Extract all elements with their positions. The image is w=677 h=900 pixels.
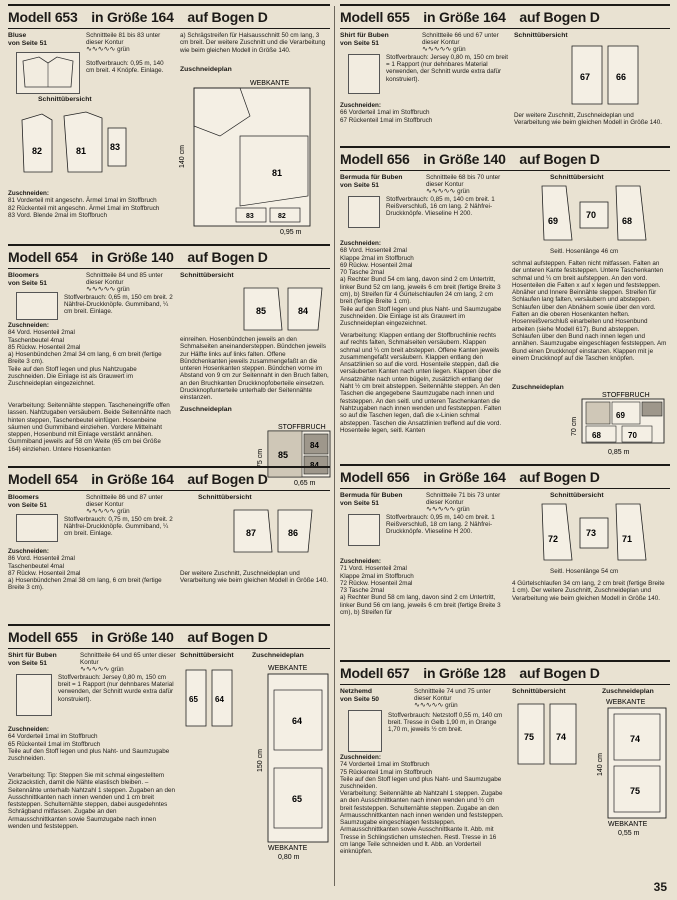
- sheet-ref-text: Schnittteile 86 und 87 unter dieser Kontur: [86, 494, 163, 509]
- contour-color: grün: [111, 666, 124, 674]
- bermuda-sketch-icon: [348, 514, 380, 546]
- section-model-656-140: [340, 146, 670, 458]
- length-label: 0,55 m: [618, 830, 640, 837]
- sheet-ref-text: Schnittteile 66 und 67 unter dieser Kontur: [422, 32, 499, 47]
- section-model-655-164: [340, 4, 670, 144]
- work-instructions: Verarbeitung: Tip: Steppen Sie mit schmal eingestelltem Zickzackstich, damit die Nähte elastisch bleiben. – Seitennähte unterhalb Nahtzahl 1 steppen. Zugaben an den Ausschnittkanten nach innen wenden und 1 cm breit feststeppen. Schulternähte steppen, dabei ausgedehntes Schrägband mitfassen. Zugabe an den Armausschnittkanten sowie Saumzugabe nach innen wenden und feststeppen.: [8, 772, 175, 831]
- svg-text:73: 73: [586, 528, 597, 538]
- sheet-ref-text: Schnittteile 81 bis 83 unter dieser Kontur: [86, 32, 161, 47]
- overview-label: Schnittübersicht: [550, 174, 604, 181]
- contour-color: grün: [117, 286, 130, 294]
- cut-list: [8, 726, 176, 762]
- section-model-654-164: [8, 466, 330, 616]
- svg-text:85: 85: [256, 306, 267, 316]
- model-sheet: auf Bogen D: [187, 629, 268, 645]
- model-number: Modell 653: [8, 9, 78, 25]
- sheet-ref: [426, 174, 510, 196]
- model-number: Modell 654: [8, 249, 78, 265]
- cut-label: Zuschneiden:: [8, 726, 49, 733]
- shirt-sketch-icon: [16, 674, 52, 716]
- svg-text:84: 84: [310, 441, 319, 450]
- cut-items: 81 Vorderteil mit angeschn. Ärmel 1mal im Stoffbruch 82 Rückenteil mit angeschn. Ärmel 1mal im Stoffbruch 83 Vord. Blende 2mal im Stoffbruch: [8, 197, 160, 219]
- selvedge-label: WEBKANTE: [268, 665, 308, 672]
- pattern-overview-diagram: [12, 106, 162, 186]
- width-label: 75 cm: [257, 448, 264, 468]
- layout-label: Zuschneideplan: [180, 66, 232, 73]
- sheet-ref-text: Schnittteile 84 und 85 unter dieser Kontur: [86, 272, 163, 287]
- garment-page: von Seite 51: [8, 659, 48, 667]
- page-number: 35: [653, 880, 667, 894]
- section-header: [340, 146, 670, 171]
- overview-label: Schnittübersicht: [180, 272, 234, 279]
- garment-name: Netzhemd: [340, 688, 372, 695]
- svg-text:68: 68: [622, 216, 633, 226]
- overview-label: Schnittübersicht: [180, 652, 234, 659]
- cut-list: [340, 754, 506, 790]
- width-label: 150 cm: [257, 749, 264, 772]
- cut-label: Zuschneiden:: [8, 190, 49, 197]
- garment-page: von Seite 51: [8, 39, 48, 47]
- sheet-ref: [422, 32, 512, 54]
- contour-line-icon: ∿∿∿∿∿: [86, 507, 116, 516]
- cutting-layout-diagram: [568, 390, 668, 456]
- fabric-consumption: Stoffverbrauch: 0,65 m, 150 cm breit. 2 Nähfrei-Druckknöpfe. Gummiband, ¼ cm breit. Einlage.: [64, 294, 173, 316]
- fabric-consumption: Stoffverbrauch: Jersey 0,80 m, 150 cm breit = 1 Rapport (nur dehnbares Material verwenden, der Schnitt wurde extra dafür konstruiert).: [386, 54, 509, 83]
- svg-text:WEBKANTE: WEBKANTE: [608, 821, 648, 828]
- piece-number: 81: [76, 146, 87, 156]
- contour-line-icon: ∿∿∿∿∿: [80, 665, 110, 674]
- model-number: Modell 656: [340, 151, 410, 167]
- fabric-consumption: Stoffverbrauch: 0,95 m, 140 cm breit. 1 Reißverschluß, 18 cm lang. 2 Nähfrei-Druckknöpfe. Vlieseline H 200.: [386, 514, 495, 536]
- sheet-ref-text: Schnittteile 64 und 65 unter dieser Kontur: [80, 652, 176, 667]
- garment-page: von Seite 51: [340, 181, 380, 189]
- selvedge-label: STOFFBRUCH: [602, 392, 650, 399]
- model-sheet: auf Bogen D: [519, 469, 600, 485]
- cutting-layout-diagram: [254, 662, 332, 862]
- svg-text:86: 86: [288, 528, 299, 538]
- work-instructions-cont: schmal aufsteppen. Falten nicht mitfassen. Falten an der unteren Kante feststeppen. Untere Taschenkanten schmal und ¼ cm breit aufsteppen. An den vord. Hosenteilen die Falten x auf x legen und feststeppen. Abnäher und Innere Beinnähte steppen. Streifen für Schlaufen lang falten, versäubern und absteppen. Schlaufen über den Abnähern sowie über den vord. Falten an die oberen Hosenkanten heften. Hosenreißverschluß einarbeiten und Hosenbund arbeiten (siehe Modell 617). Bund absteppen. Schlaufen über den Bund nach innen legen und annähen. Saumzugabe eingeschlagen feststeppen. Am Bund einen Druckknopf einstanzen. Klappen mit je einem Druckknopf auf die Taschen knöpfen.: [512, 260, 667, 362]
- svg-text:84: 84: [298, 306, 309, 316]
- svg-text:68: 68: [592, 431, 601, 440]
- overview-label: Schnittübersicht: [550, 492, 604, 499]
- svg-text:72: 72: [548, 534, 559, 544]
- garment-info: [340, 32, 410, 47]
- cut-items: 86 Vord. Hosenteil 2mal Taschenbeutel 4mal 87 Rückw. Hosenteil 2mal a) Hosenbündchen 2mal 38 cm lang, 6 cm breit (fertige Breite 3 cm).: [8, 555, 162, 592]
- section-model-653: [8, 4, 330, 234]
- cut-items: 71 Vord. Hosenteil 2mal Klappe 2mal im Stoffbruch 72 Rückw. Hosenteil 2mal 73 Tasche 2mal a) Rechter Bund 58 cm lang, davon sind 2 cm Untertritt, linker Bund 56 cm lang, jeweils 6 cm breit (fertige Breite 3 cm), b) Streifen für: [340, 565, 501, 617]
- cut-items: 74 Vorderteil 1mal im Stoffbruch 75 Rückenteil 1mal im Stoffbruch Teile auf den Stoff legen und plus Naht- und Saumzugabe zuschneiden.: [340, 761, 502, 791]
- section-note: 4 Gürtelschlaufen 34 cm lang, 2 cm breit (fertige Breite 1 cm). Der weitere Zuschnitt, Zuschneideplan und Verarbeitung wie beim gleichen Modell in Größe 140.: [512, 580, 665, 602]
- model-size: in Größe 128: [423, 665, 506, 681]
- width-label: 70 cm: [571, 416, 578, 436]
- net-shirt-sketch-icon: [348, 710, 382, 752]
- overview-label: Schnittübersicht: [512, 688, 566, 695]
- cut-items: 64 Vorderteil 1mal im Stoffbruch 65 Rückenteil 1mal im Stoffbruch Teile auf den Stoff legen und plus Naht- und Saumzugabe zuschneiden.: [8, 733, 170, 763]
- model-size: in Größe 164: [91, 9, 174, 25]
- model-number: Modell 656: [340, 469, 410, 485]
- garment-name: Shirt für Buben: [340, 32, 389, 39]
- garment-info: [340, 492, 420, 507]
- model-size: in Größe 140: [423, 151, 506, 167]
- svg-text:85: 85: [278, 450, 289, 460]
- contour-color: grün: [453, 46, 466, 54]
- overview-label: Schnittübersicht: [514, 32, 568, 39]
- section-model-657: [340, 660, 670, 890]
- svg-text:65: 65: [189, 695, 198, 704]
- svg-text:70: 70: [628, 431, 637, 440]
- blouse-sketch-icon: [16, 52, 80, 94]
- svg-text:WEBKANTE: WEBKANTE: [268, 845, 308, 852]
- garment-page: von Seite 50: [340, 695, 380, 703]
- sheet-ref: [86, 32, 168, 54]
- work-instructions-cont: einreihen. Hosenbündchen jeweils an den Schmalseiten aneinandersteppen. Bündchen jeweils zur Hälfte links auf links falten. Offene Bündchenkanten jeweils zusammengefaßt an die unteren Hosenkanten steppen. Bündchen vorne im Abstand von 9 cm zur Seitennaht in den Bruch falten, an den Bruchkanten Druckknopfoberteile einsetzen. Druckknopfunterteile unterhalb der Seitennähte einstanzen.: [180, 336, 329, 402]
- bermuda-sketch-icon: [348, 196, 380, 228]
- work-instructions: Verarbeitung: Seitennähte steppen. Tascheneingriffe offen lassen. Nahtzugaben versäubern. Beide Seitennähte nach hinten steppen, Taschenbeutel einfügen. Hosenbeine säumen und Gummiband einziehen. Vordere Mittelnaht steppen, Hosenbund mit Einlage verstärkt annähen. Gummiband jeweils auf 58 cm Weite (65 cm bei Größe 164) einziehen. Untere Hosenkanten: [8, 402, 171, 453]
- shirt-sketch-icon: [348, 54, 380, 94]
- cut-label: Zuschneiden:: [340, 240, 381, 247]
- svg-text:74: 74: [630, 734, 641, 744]
- piece-number: 82: [32, 146, 43, 156]
- garment-info: [8, 494, 78, 509]
- sheet-ref: [86, 272, 168, 294]
- garment-name: Bermuda für Buben: [340, 174, 403, 181]
- garment-page: von Seite 51: [340, 39, 380, 47]
- model-sheet: auf Bogen D: [187, 471, 268, 487]
- garment-name: Shirt für Buben: [8, 652, 57, 659]
- overview-label: Schnittübersicht: [198, 494, 252, 501]
- garment-info: [340, 174, 420, 189]
- contour-line-icon: ∿∿∿∿∿: [414, 701, 444, 710]
- cut-list: [8, 548, 174, 592]
- svg-text:64: 64: [215, 695, 224, 704]
- contour-line-icon: ∿∿∿∿∿: [422, 45, 452, 54]
- svg-text:87: 87: [246, 528, 257, 538]
- pattern-overview-diagram: [512, 700, 582, 770]
- inseam-length: Seitl. Hosenlänge 46 cm: [550, 248, 619, 255]
- cutting-layout-diagram: [180, 76, 330, 236]
- pattern-overview-diagram: [180, 664, 240, 734]
- fabric-consumption: Stoffverbrauch: 0,75 m, 150 cm breit. 2 Nähfrei-Druckknöpfe. Gummiband, ¼ cm breit. Einlage.: [64, 516, 173, 538]
- section-header: [340, 464, 670, 489]
- model-number: Modell 655: [8, 629, 78, 645]
- column-divider: [334, 6, 335, 886]
- layout-label: Zuschneideplan: [602, 688, 654, 695]
- garment-name: Bluse: [8, 32, 27, 39]
- svg-text:65: 65: [292, 794, 303, 804]
- cut-items: 84 Vord. Hosenteil 2mal Taschenbeutel 4mal 85 Rückw. Hosenteil 2mal a) Hosenbündchen 2mal 34 cm lang, 6 cm breit (fertige Breite 3 cm). Teile auf den Stoff legen und plus Nahtzugabe zuschneiden. Die Einlage ist als Grauwert im Zuschneideplan eingezeichnet.: [8, 329, 162, 388]
- model-number: Modell 655: [340, 9, 410, 25]
- section-note: Der weitere Zuschnitt, Zuschneideplan und Verarbeitung wie beim gleichen Modell in Größe 140.: [514, 112, 663, 127]
- section-header: [340, 4, 670, 29]
- cut-list: [340, 558, 506, 616]
- contour-line-icon: ∿∿∿∿∿: [86, 45, 116, 54]
- svg-text:81: 81: [272, 168, 283, 178]
- length-label: 0,80 m: [278, 854, 300, 861]
- svg-text:75: 75: [524, 732, 535, 742]
- cut-label: Zuschneiden:: [340, 754, 381, 761]
- sheet-ref: [426, 492, 510, 514]
- contour-line-icon: ∿∿∿∿∿: [86, 285, 116, 294]
- contour-color: grün: [117, 508, 130, 516]
- fabric-consumption: Stoffverbrauch: 0,85 m, 140 cm breit. 1 Reißverschluß, 16 cm lang. 2 Nähfrei-Druckknöpfe. Vlieseline H 200.: [386, 196, 495, 218]
- cut-items: 68 Vord. Hosenteil 2mal Klappe 2mal im Stoffbruch 69 Rückw. Hosenteil 2mal 70 Tasche 2mal a) Rechter Bund 54 cm lang, davon sind 2 cm Untertritt, linker Bund 52 cm lang, jeweils 6 cm breit (fertige Breite 3 cm), b) Streifen für 4 Gürtelschlaufen 24 cm lang, 2 cm breit (fertige Breite 1 cm). Teile auf den Stoff legen und plus Naht- und Saumzugabe zuschneiden. Die Einlage ist als Grauwert im Zuschneideplan eingezeichnet.: [340, 247, 502, 328]
- svg-text:75: 75: [630, 786, 641, 796]
- pattern-overview-diagram: [228, 506, 318, 556]
- bloomers-sketch-icon: [16, 514, 58, 542]
- contour-color: grün: [457, 506, 470, 514]
- section-note: a) Schrägstreifen für Halsausschnitt 50 cm lang, 3 cm breit. Der weitere Zuschnitt und die Verarbeitung wie beim gleichen Modell in Größe 140.: [180, 32, 326, 54]
- sheet-ref-text: Schnittteile 74 und 75 unter dieser Kontur: [414, 688, 491, 703]
- section-header: [8, 466, 330, 491]
- svg-text:64: 64: [292, 716, 303, 726]
- pattern-overview-diagram: [238, 284, 328, 334]
- fabric-consumption: Stoffverbrauch: Netzstoff 0,55 m, 140 cm breit. Tresse in Gelb 1,90 m, in Orange 1,70 m, jeweils ½ cm breit.: [388, 712, 503, 734]
- cut-list: [8, 190, 178, 219]
- fabric-consumption: Stoffverbrauch: Jersey 0,80 m, 150 cm breit = 1 Rapport (nur dehnbares Material verwenden, der Schnitt wurde extra dafür konstruiert).: [58, 674, 174, 703]
- garment-name: Bermuda für Buben: [340, 492, 403, 499]
- length-label: 0,65 m: [294, 480, 316, 487]
- cutting-layout-diagram: [594, 696, 670, 836]
- model-sheet: auf Bogen D: [519, 665, 600, 681]
- model-size: in Größe 140: [91, 249, 174, 265]
- section-header: [340, 660, 670, 685]
- layout-label: Zuschneideplan: [180, 406, 232, 413]
- sheet-ref: [414, 688, 506, 710]
- cut-list: [340, 240, 506, 328]
- contour-color: grün: [445, 702, 458, 710]
- selvedge-label: WEBKANTE: [250, 80, 290, 87]
- svg-text:69: 69: [548, 216, 559, 226]
- garment-info: [340, 688, 410, 703]
- selvedge-label: WEBKANTE: [606, 699, 646, 706]
- svg-text:82: 82: [278, 213, 286, 220]
- width-label: 140 cm: [179, 145, 186, 168]
- model-size: in Größe 140: [91, 629, 174, 645]
- model-number: Modell 654: [8, 471, 78, 487]
- length-label: 0,85 m: [608, 449, 630, 456]
- garment-info: [8, 32, 78, 47]
- piece-number: 83: [110, 142, 121, 152]
- fabric-consumption: Stoffverbrauch: 0,95 m, 140 cm breit. 4 Knöpfe. Einlage.: [86, 60, 164, 75]
- svg-text:66: 66: [616, 72, 627, 82]
- length-label: 0,95 m: [280, 229, 302, 236]
- svg-text:84: 84: [310, 461, 319, 470]
- garment-name: Bloomers: [8, 494, 39, 501]
- layout-label: Zuschneideplan: [512, 384, 564, 391]
- svg-text:74: 74: [556, 732, 567, 742]
- section-model-656-164: [340, 464, 670, 654]
- cut-list: [340, 102, 510, 124]
- section-header: [8, 4, 330, 29]
- section-header: [8, 244, 330, 269]
- cut-items: 66 Vorderteil 1mal im Stoffbruch 67 Rückenteil 1mal im Stoffbruch: [340, 109, 433, 124]
- sheet-ref-text: Schnittteile 71 bis 73 unter dieser Kontur: [426, 492, 501, 507]
- section-note: Der weitere Zuschnitt, Zuschneideplan und Verarbeitung wie beim gleichen Modell in Größe 140.: [180, 570, 329, 585]
- pattern-overview-diagram: [536, 184, 666, 244]
- bloomers-sketch-icon: [16, 292, 58, 320]
- sheet-ref: [86, 494, 168, 516]
- overview-label: Schnittübersicht: [38, 96, 92, 103]
- garment-page: von Seite 51: [340, 499, 380, 507]
- sheet-ref-text: Schnittteile 68 bis 70 unter dieser Kontur: [426, 174, 501, 189]
- contour-color: grün: [457, 188, 470, 196]
- cut-label: Zuschneiden:: [8, 548, 49, 555]
- garment-page: von Seite 51: [8, 501, 48, 509]
- model-number: Modell 657: [340, 665, 410, 681]
- svg-text:83: 83: [246, 213, 254, 220]
- contour-line-icon: ∿∿∿∿∿: [426, 187, 456, 196]
- model-sheet: auf Bogen D: [519, 9, 600, 25]
- sheet-ref: [80, 652, 176, 674]
- model-size: in Größe 164: [91, 471, 174, 487]
- svg-text:69: 69: [616, 411, 625, 420]
- contour-color: grün: [117, 46, 130, 54]
- model-sheet: auf Bogen D: [187, 9, 268, 25]
- cut-label: Zuschneiden:: [340, 102, 381, 109]
- model-size: in Größe 164: [423, 469, 506, 485]
- garment-page: von Seite 51: [8, 279, 48, 287]
- model-size: in Größe 164: [423, 9, 506, 25]
- layout-label: Zuschneideplan: [252, 652, 304, 659]
- garment-name: Bloomers: [8, 272, 39, 279]
- cut-list: [8, 322, 174, 388]
- cut-label: Zuschneiden:: [340, 558, 381, 565]
- svg-text:71: 71: [622, 534, 633, 544]
- svg-text:70: 70: [586, 210, 597, 220]
- cut-label: Zuschneiden:: [8, 322, 49, 329]
- model-sheet: auf Bogen D: [519, 151, 600, 167]
- width-label: 140 cm: [597, 753, 604, 776]
- garment-info: [8, 272, 78, 287]
- section-model-655-140: [8, 624, 330, 894]
- pattern-overview-diagram: [566, 42, 646, 108]
- work-instructions: Verarbeitung: Klappen entlang der Stoffbruchlinie rechts auf rechts falten, Schmalseiten versäubern. Klappen schmal und ¼ cm breit absteppen. Offene Kanten jeweils zusammengefaßt versäubern. Klappen entlang den Ansatzlinien so auf die vord. Hosenteile steppen, daß die versäuberten Kanten nach unten liegen. Klappen über die Ansatznähte nach unten bügeln, zusätzlich entlang der Naht ½ cm breit absteppen. Seitennähte steppen. An den Taschen die angegebene Saumzugabe nach innen und feststeppen. An den seitl. und unteren Taschenkanten die Nahtzugaben nach innen wenden und feststeppen. Falten so auf die Taschen legen, daß die x-Linien schmal absteppen. Taschen die Ansatzlinien treffend auf die vord. Hosenteile legen, seitl. Kanten: [340, 332, 502, 434]
- work-instructions: Verarbeitung: Seitennähte ab Nahtzahl 1 steppen. Zugabe an den Ausschnittkanten nach innen wenden und ½ cm breit feststeppen. Schulternähte steppen. Zugabe an den Armausschnittkanten nach innen wenden und feststeppen. Saumzugabe eingeschlagen feststeppen. Armausschnittkanten sowie Ausschnittkante lt. Abb. mit Tresse in Schlingstichen umstechen. Restl. Tresse in 16 cm lange Teile schneiden und lt. Abb. an Vorderteil einknüpfen.: [340, 790, 504, 856]
- section-header: [8, 624, 330, 649]
- model-sheet: auf Bogen D: [187, 249, 268, 265]
- pattern-overview-diagram: [536, 502, 666, 564]
- selvedge-label: STOFFBRUCH: [278, 424, 326, 431]
- inseam-length: Seitl. Hosenlänge 54 cm: [550, 568, 619, 575]
- svg-text:67: 67: [580, 72, 591, 82]
- garment-info: [8, 652, 78, 667]
- contour-line-icon: ∿∿∿∿∿: [426, 505, 456, 514]
